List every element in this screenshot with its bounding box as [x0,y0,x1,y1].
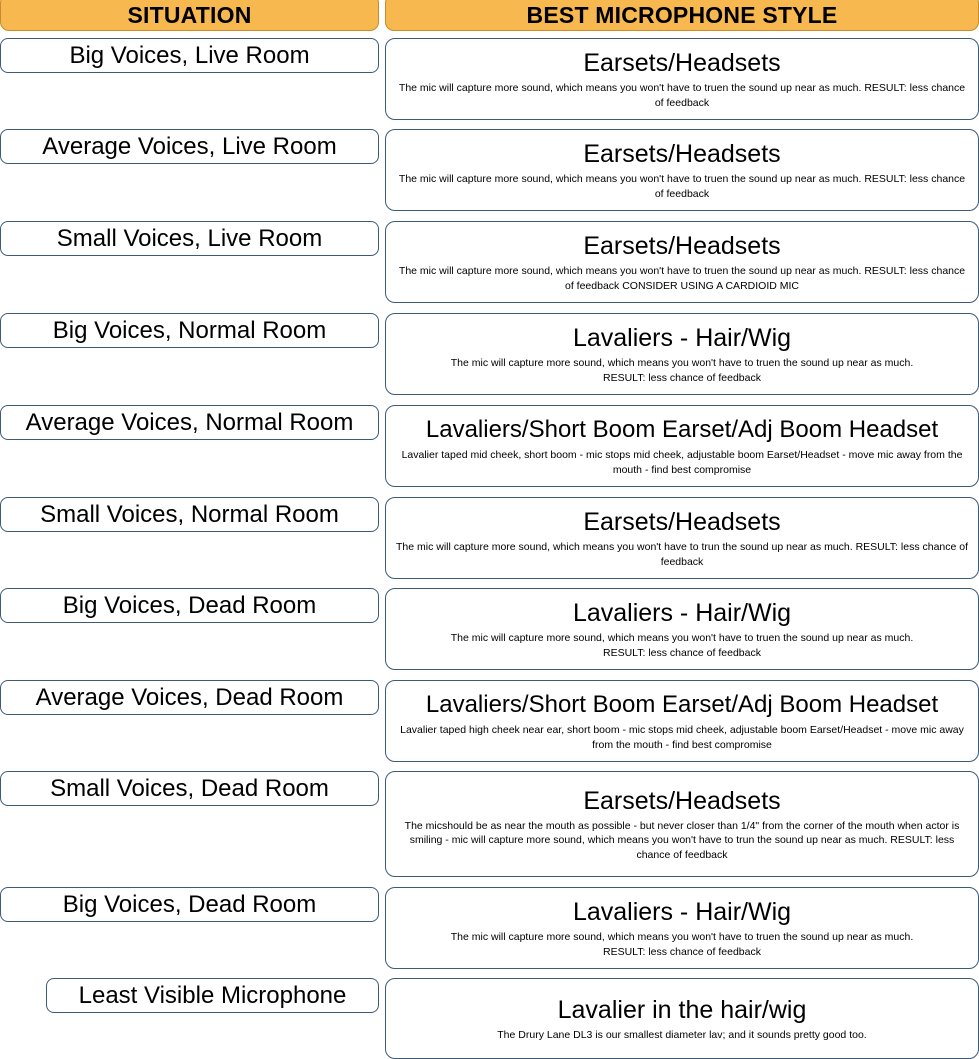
mic-style-cell [385,313,979,395]
mic-style-description: Lavalier taped high cheek near ear, short boom - mic stops mid cheek, adjustable boom Earset/Headset - move mic away from the mouth - find best compromise [400,724,964,751]
situation-cell: Small Voices, Dead Room [0,771,379,806]
situation-cell: Small Voices, Normal Room [0,497,379,532]
situation-cell: Average Voices, Live Room [0,129,379,164]
mic-style-description: The mic will capture more sound, which means you won't have to truen the sound up near as much. RESULT: less chance of feedback [450,632,914,659]
mic-style-cell [385,129,979,211]
situation-cell: Big Voices, Live Room [0,38,379,73]
mic-style-title: Earsets/Headsets [583,508,781,536]
situation-cell: Big Voices, Normal Room [0,313,379,348]
mic-style-description: The mic will capture more sound, which means you won't have to trun the sound up near as much. RESULT: less chance of feedback [396,541,969,568]
mic-style-cell [385,497,979,579]
mic-style-cell [385,978,979,1059]
mic-style-title: Earsets/Headsets [583,140,781,168]
mic-style-description: The mic will capture more sound, which means you won't have to truen the sound up near as much. RESULT: less chance of feedback [450,931,914,958]
situation-cell: Big Voices, Dead Room [0,887,379,922]
situation-cell: Average Voices, Dead Room [0,680,379,715]
mic-style-cell [385,680,979,762]
situation-cell: Big Voices, Dead Room [0,588,379,623]
mic-style-description: The mic will capture more sound, which means you won't have to truen the sound up near as much. RESULT: less chance of feedback [398,173,966,200]
mic-style-title: Lavaliers - Hair/Wig [572,599,792,627]
mic-style-description: The micshould be as near the mouth as possible - but never closer than 1/4" from the corner of the mouth when actor is smiling - mic will capture more sound, which means you won't have to trun the sound up near as much. RESULT: less chance of feedback [404,819,960,861]
mic-style-cell [385,887,979,969]
mic-style-title: Earsets/Headsets [583,786,781,815]
mic-style-cell [385,221,979,303]
mic-style-description: The mic will capture more sound, which means you won't have to truen the sound up near as much. RESULT: less chance of feedback [398,82,966,109]
mic-style-title: Lavalier in the hair/wig [557,995,807,1024]
situation-cell: Average Voices, Normal Room [0,405,379,440]
mic-style-cell [385,405,979,487]
mic-style-title: Earsets/Headsets [583,49,781,77]
mic-style-title: Lavaliers/Short Boom Earset/Adj Boom Headset [425,416,939,443]
mic-style-title: Earsets/Headsets [583,232,781,260]
mic-style-title: Lavaliers - Hair/Wig [572,324,792,352]
mic-style-title: Lavaliers/Short Boom Earset/Adj Boom Headset [425,691,939,718]
mic-style-cell [385,771,979,877]
header-situation: SITUATION [0,0,379,31]
situation-cell: Least Visible Microphone [46,978,379,1013]
mic-style-title: Lavaliers - Hair/Wig [572,898,792,926]
situation-cell: Small Voices, Live Room [0,221,379,256]
mic-style-cell [385,588,979,670]
mic-style-description: The mic will capture more sound, which means you won't have to truen the sound up near as much. RESULT: less chance of feedback CONSIDER USING A CARDIOID MIC [398,265,966,292]
mic-style-description: The Drury Lane DL3 is our smallest diameter lav; and it sounds pretty good too. [497,1028,867,1041]
header-mic-style: BEST MICROPHONE STYLE [385,0,979,31]
mic-style-cell [385,38,979,120]
mic-style-description: Lavalier taped mid cheek, short boom - mic stops mid cheek, adjustable boom Earset/Headset - move mic away from the mouth - find best compromise [401,449,963,476]
mic-style-description: The mic will capture more sound, which means you won't have to truen the sound up near as much. RESULT: less chance of feedback [450,357,914,384]
